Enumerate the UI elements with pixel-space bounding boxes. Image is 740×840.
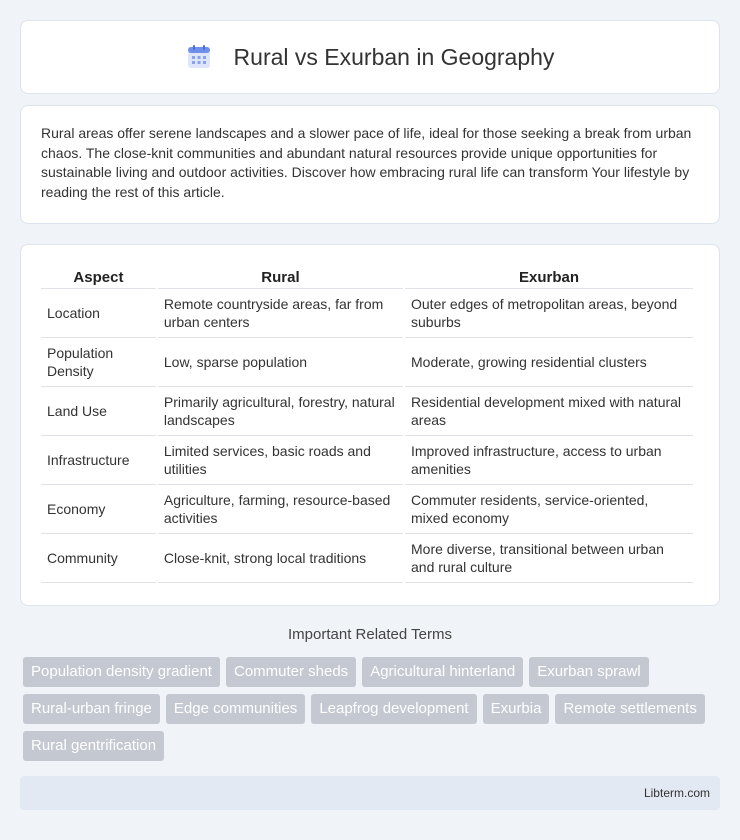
cell-aspect: Economy	[41, 485, 156, 534]
cell-aspect: Infrastructure	[41, 436, 156, 485]
cell-aspect: Community	[41, 534, 156, 583]
tag-leapfrog-development[interactable]: Leapfrog development	[311, 694, 476, 724]
cell-rural: Remote countryside areas, far from urban centers	[158, 289, 403, 338]
tag-remote-settlements[interactable]: Remote settlements	[555, 694, 704, 724]
cell-exurban: More diverse, transitional between urban and rural culture	[405, 534, 693, 583]
cell-rural: Limited services, basic roads and utilities	[158, 436, 403, 485]
cell-exurban: Residential development mixed with natural areas	[405, 387, 693, 436]
footer-link[interactable]: Libterm.com	[643, 786, 710, 800]
intro-text: Rural areas offer serene landscapes and a slower pace of life, ideal for those seeking a break from urban chaos. The close-knit communities and abundant natural resources provide unique opportunities for sustainable living and outdoor activities. Discover how embracing rural life can transform Your lifestyle by reading the rest of this article.	[41, 125, 692, 200]
intro-card	[20, 105, 720, 224]
tag-rural-gentrification[interactable]: Rural gentrification	[23, 731, 164, 761]
cell-exurban: Improved infrastructure, access to urban amenities	[405, 436, 693, 485]
tag-commuter-sheds[interactable]: Commuter sheds	[226, 657, 356, 687]
header-exurban: Exurban	[405, 263, 693, 289]
table-row	[41, 534, 693, 583]
cell-aspect: Population Density	[41, 338, 156, 387]
tag-exurban-sprawl[interactable]: Exurban sprawl	[529, 657, 648, 687]
cell-rural: Primarily agricultural, forestry, natural landscapes	[158, 387, 403, 436]
header-card	[20, 20, 720, 94]
tag-agricultural-hinterland[interactable]: Agricultural hinterland	[362, 657, 523, 687]
comparison-card	[20, 244, 720, 606]
calendar-icon	[186, 44, 212, 70]
tag-edge-communities[interactable]: Edge communities	[166, 694, 305, 724]
comparison-table	[39, 263, 695, 583]
table-row	[41, 387, 693, 436]
tag-list	[20, 657, 720, 761]
table-row	[41, 289, 693, 338]
related-terms-title: Important Related Terms	[288, 626, 452, 643]
cell-rural: Close-knit, strong local traditions	[158, 534, 403, 583]
table-row	[41, 338, 693, 387]
cell-rural: Agriculture, farming, resource-based activities	[158, 485, 403, 534]
page-title: Rural vs Exurban in Geography	[233, 43, 555, 70]
cell-exurban: Commuter residents, service-oriented, mixed economy	[405, 485, 693, 534]
cell-aspect: Land Use	[41, 387, 156, 436]
table-row	[41, 436, 693, 485]
table-row	[41, 485, 693, 534]
related-terms-section	[20, 626, 720, 761]
tag-population-density-gradient[interactable]: Population density gradient	[23, 657, 220, 687]
table-header-row	[41, 263, 693, 289]
tag-rural-urban-fringe[interactable]: Rural-urban fringe	[23, 694, 160, 724]
cell-exurban: Outer edges of metropolitan areas, beyond suburbs	[405, 289, 693, 338]
footer	[20, 776, 720, 810]
cell-aspect: Location	[41, 289, 156, 338]
tag-exurbia[interactable]: Exurbia	[483, 694, 550, 724]
header-aspect: Aspect	[41, 263, 156, 289]
cell-exurban: Moderate, growing residential clusters	[405, 338, 693, 387]
cell-rural: Low, sparse population	[158, 338, 403, 387]
header-rural: Rural	[158, 263, 403, 289]
